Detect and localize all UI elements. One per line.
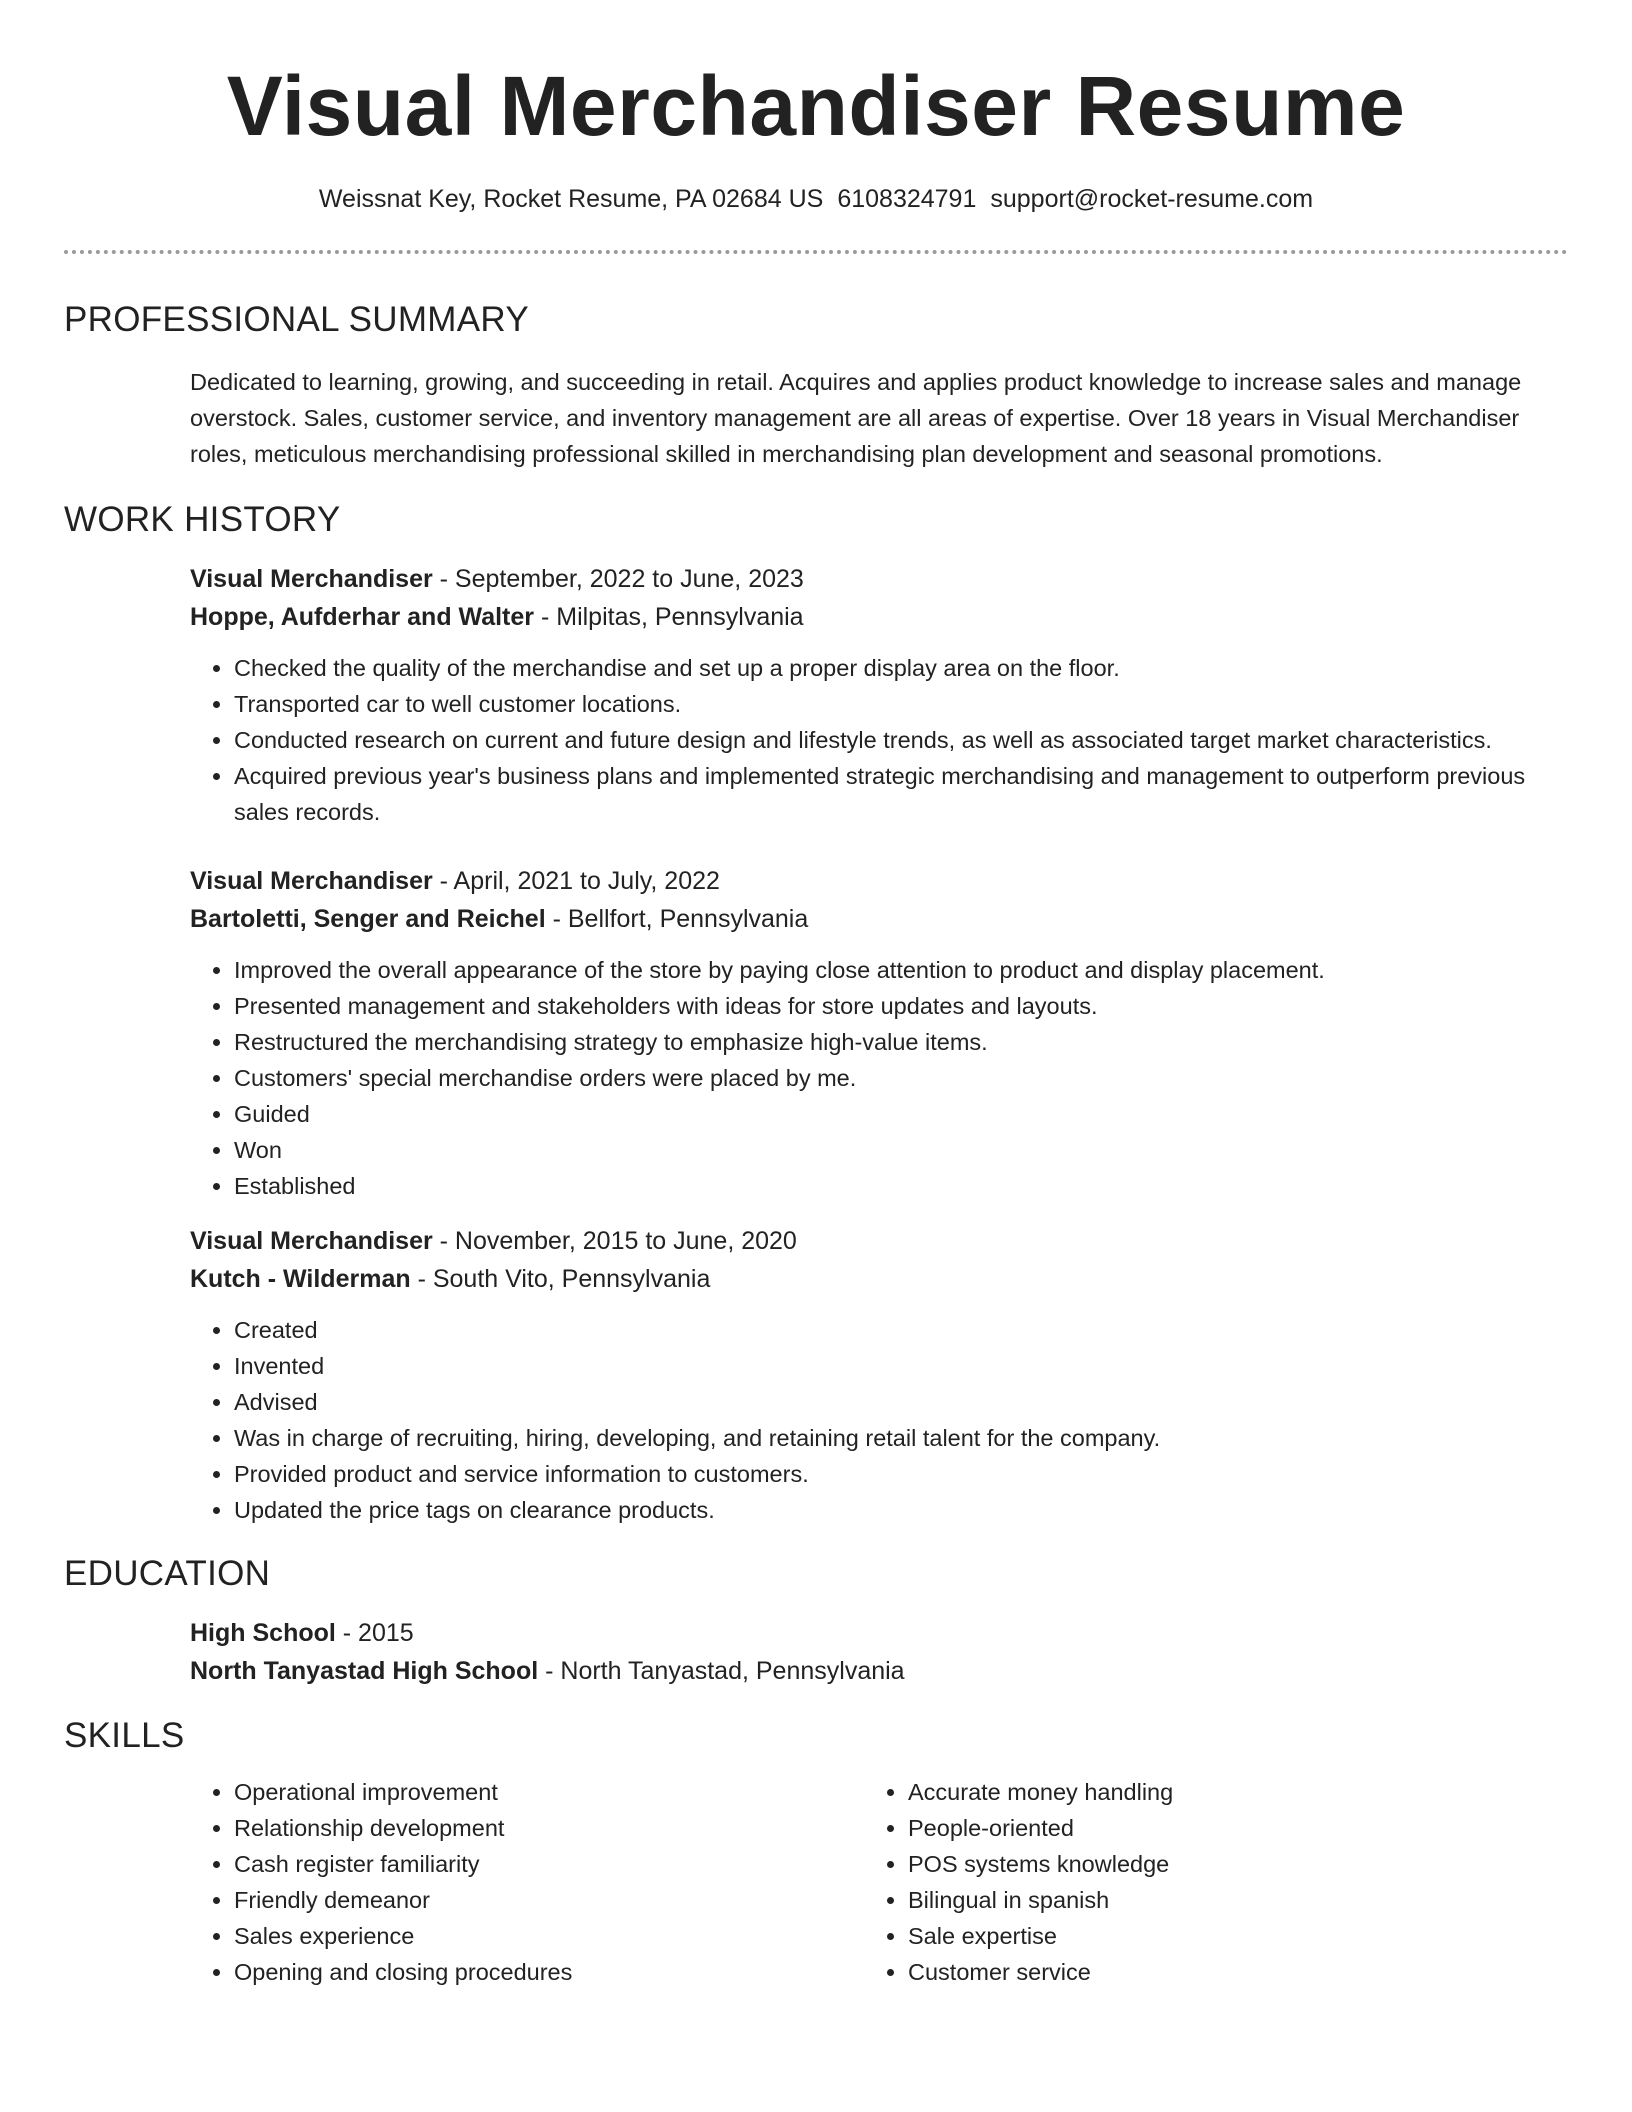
work-section bbox=[190, 560, 1538, 1528]
skill-item: • People-oriented bbox=[908, 1810, 1538, 1846]
job-location: - Milpitas, Pennsylvania bbox=[540, 603, 804, 631]
job-company-line bbox=[190, 598, 1538, 636]
section-title-education: EDUCATION bbox=[64, 1554, 271, 1593]
list-item: • Restructured the merchandising strategy to emphasize high-value items. bbox=[234, 1024, 1538, 1060]
job-location: - South Vito, Pennsylvania bbox=[417, 1265, 711, 1293]
skill-item: • Friendly demeanor bbox=[234, 1882, 864, 1918]
job-role-line bbox=[190, 1222, 1538, 1260]
job-bullets bbox=[190, 1312, 1538, 1528]
skill-item: • Relationship development bbox=[234, 1810, 864, 1846]
job-role: Visual Merchandiser bbox=[190, 1227, 433, 1255]
skills-list-right bbox=[864, 1774, 1538, 1990]
job-bullets bbox=[190, 650, 1538, 830]
list-item: • Advised bbox=[234, 1384, 1538, 1420]
contact-line bbox=[64, 182, 1568, 216]
job-company-line bbox=[190, 900, 1538, 938]
job-dates: - September, 2022 to June, 2023 bbox=[439, 565, 804, 593]
job-company: Hoppe, Aufderhar and Walter bbox=[190, 603, 535, 631]
list-item: • Presented management and stakeholders with ideas for store updates and layouts. bbox=[234, 988, 1538, 1024]
section-title-work: WORK HISTORY bbox=[64, 500, 341, 539]
job-role-line bbox=[190, 560, 1538, 598]
skill-item: • Accurate money handling bbox=[908, 1774, 1538, 1810]
job-company: Bartoletti, Senger and Reichel bbox=[190, 905, 546, 933]
education-degree-line bbox=[190, 1614, 1538, 1652]
list-item: • Improved the overall appearance of the store by paying close attention to product and display placement. bbox=[234, 952, 1538, 988]
section-title-summary: PROFESSIONAL SUMMARY bbox=[64, 300, 529, 339]
header-divider bbox=[64, 250, 1568, 254]
list-item: • Acquired previous year's business plans and implemented strategic merchandising and management to outperform previous sales records. bbox=[234, 758, 1538, 830]
list-item: • Guided bbox=[234, 1096, 1538, 1132]
skill-item: • Cash register familiarity bbox=[234, 1846, 864, 1882]
job-role: Visual Merchandiser bbox=[190, 867, 433, 895]
section-title-skills: SKILLS bbox=[64, 1716, 185, 1755]
job-dates: - April, 2021 to July, 2022 bbox=[439, 867, 720, 895]
skill-item: • Sale expertise bbox=[908, 1918, 1538, 1954]
skill-item: • Bilingual in spanish bbox=[908, 1882, 1538, 1918]
job-entry bbox=[190, 862, 1538, 1204]
job-dates: - November, 2015 to June, 2020 bbox=[439, 1227, 797, 1255]
job-bullets bbox=[190, 952, 1538, 1204]
skills-column-left bbox=[190, 1774, 864, 1990]
skill-item: • POS systems knowledge bbox=[908, 1846, 1538, 1882]
resume-title: Visual Merchandiser Resume bbox=[226, 59, 1406, 153]
education-school: North Tanyastad High School bbox=[190, 1657, 539, 1685]
list-item: • Conducted research on current and future design and lifestyle trends, as well as associated target market characteristics. bbox=[234, 722, 1538, 758]
resume-page bbox=[64, 0, 1568, 1990]
contact-phone: 6108324791 bbox=[837, 185, 977, 213]
summary-text: Dedicated to learning, growing, and succeeding in retail. Acquires and applies product knowledge to increase sales and manage overstock. Sales, customer service, and inventory management are all areas of expertise. Over 18 years in Visual Merchandiser roles, meticulous merchandising professional skilled in merchandising plan development and seasonal promotions. bbox=[190, 369, 1522, 467]
skill-item: • Customer service bbox=[908, 1954, 1538, 1990]
list-item: • Won bbox=[234, 1132, 1538, 1168]
education-year: - 2015 bbox=[342, 1619, 414, 1647]
list-item: • Checked the quality of the merchandise and set up a proper display area on the floor. bbox=[234, 650, 1538, 686]
list-item: • Customers' special merchandise orders were placed by me. bbox=[234, 1060, 1538, 1096]
education-section bbox=[190, 1614, 1538, 1690]
skills-section bbox=[190, 1774, 1538, 1990]
job-role-line bbox=[190, 862, 1538, 900]
skill-item: • Operational improvement bbox=[234, 1774, 864, 1810]
job-role: Visual Merchandiser bbox=[190, 565, 433, 593]
skills-list-left bbox=[190, 1774, 864, 1990]
list-item: • Invented bbox=[234, 1348, 1538, 1384]
contact-email: support@rocket-resume.com bbox=[990, 185, 1314, 213]
list-item: • Provided product and service information to customers. bbox=[234, 1456, 1538, 1492]
job-company: Kutch - Wilderman bbox=[190, 1265, 411, 1293]
education-location: - North Tanyastad, Pennsylvania bbox=[545, 1657, 905, 1685]
skill-item: • Opening and closing procedures bbox=[234, 1954, 864, 1990]
list-item: • Updated the price tags on clearance products. bbox=[234, 1492, 1538, 1528]
education-degree: High School bbox=[190, 1619, 336, 1647]
skills-column-right bbox=[864, 1774, 1538, 1990]
job-company-line bbox=[190, 1260, 1538, 1298]
list-item: • Was in charge of recruiting, hiring, developing, and retaining retail talent for the company. bbox=[234, 1420, 1538, 1456]
summary-section bbox=[190, 364, 1538, 472]
list-item: • Transported car to well customer locations. bbox=[234, 686, 1538, 722]
job-entry bbox=[190, 560, 1538, 830]
job-entry bbox=[190, 1222, 1538, 1528]
job-location: - Bellfort, Pennsylvania bbox=[552, 905, 809, 933]
education-school-line bbox=[190, 1652, 1538, 1690]
skill-item: • Sales experience bbox=[234, 1918, 864, 1954]
list-item: • Established bbox=[234, 1168, 1538, 1204]
list-item: • Created bbox=[234, 1312, 1538, 1348]
contact-address: Weissnat Key, Rocket Resume, PA 02684 US bbox=[318, 185, 824, 213]
